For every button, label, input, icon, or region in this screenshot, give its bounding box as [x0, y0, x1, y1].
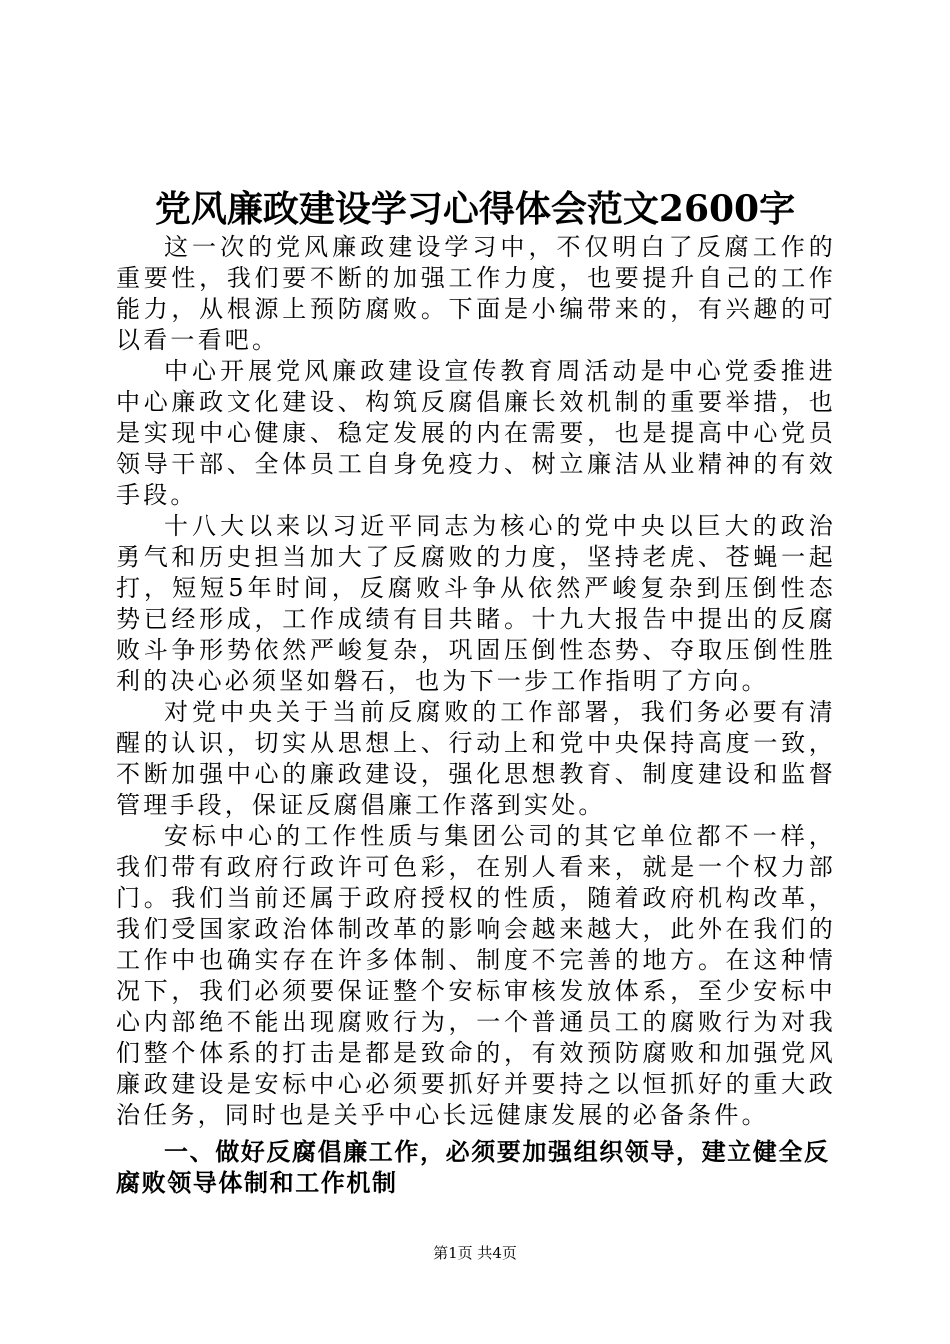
document-body [116, 232, 836, 1199]
page-number-footer: 第1页 共4页 [433, 1244, 517, 1262]
document-title: 党风廉政建设学习心得体会范文2600字 [154, 188, 796, 230]
paragraph-center-nature: 安标中心的工作性质与集团公司的其它单位都不一样，我们带有政府行政许可色彩，在别人看来，就是一个权力部门。我们当前还属于政府授权的性质，随着政府机构改革，我们受国家政治体制改革的影响会越来越大，此外在我们的工作中也确实存在许多体制、制度不完善的地方。在这种情况下，我们必须要保证整个安标审核发放体系，至少安标中心内部绝不能出现腐败行为，一个普通员工的腐败行为对我们整个体系的打击是都是致命的，有效预防腐败和加强党风廉政建设是安标中心必须要抓好并要持之以恒抓好的重大政治任务，同时也是关乎中心长远健康发展的必备条件。 [116, 822, 836, 1129]
paragraph-activity: 中心开展党风廉政建设宣传教育周活动是中心党委推进中心廉政文化建设、构筑反腐倡廉长效机制的重要举措，也是实现中心健康、稳定发展的内在需要，也是提高中心党员领导干部、全体员工自身免疫力、树立廉洁从业精神的有效手段。 [116, 357, 836, 509]
paragraph-eighteenth-congress: 十八大以来以习近平同志为核心的党中央以巨大的政治勇气和历史担当加大了反腐败的力度，坚持老虎、苍蝇一起打，短短5年时间，反腐败斗争从依然严峻复杂到压倒性态势已经形成，工作成绩有目共睹。十九大报告中提出的反腐败斗争形势依然严峻复杂，巩固压倒性态势、夺取压倒性胜利的决心必须坚如磐石，也为下一步工作指明了方向。 [116, 512, 836, 695]
paragraph-deployment: 对党中央关于当前反腐败的工作部署，我们务必要有清醒的认识，切实从思想上、行动上和党中央保持高度一致，不断加强中心的廉政建设，强化思想教育、制度建设和监督管理手段，保证反腐倡廉工作落到实处。 [116, 698, 836, 819]
paragraph-intro: 这一次的党风廉政建设学习中，不仅明白了反腐工作的重要性，我们要不断的加强工作力度，也要提升自己的工作能力，从根源上预防腐败。下面是小编带来的，有兴趣的可以看一看吧。 [116, 233, 836, 354]
section-heading-1: 一、做好反腐倡廉工作，必须要加强组织领导，建立健全反腐败领导体制和工作机制 [116, 1138, 830, 1197]
